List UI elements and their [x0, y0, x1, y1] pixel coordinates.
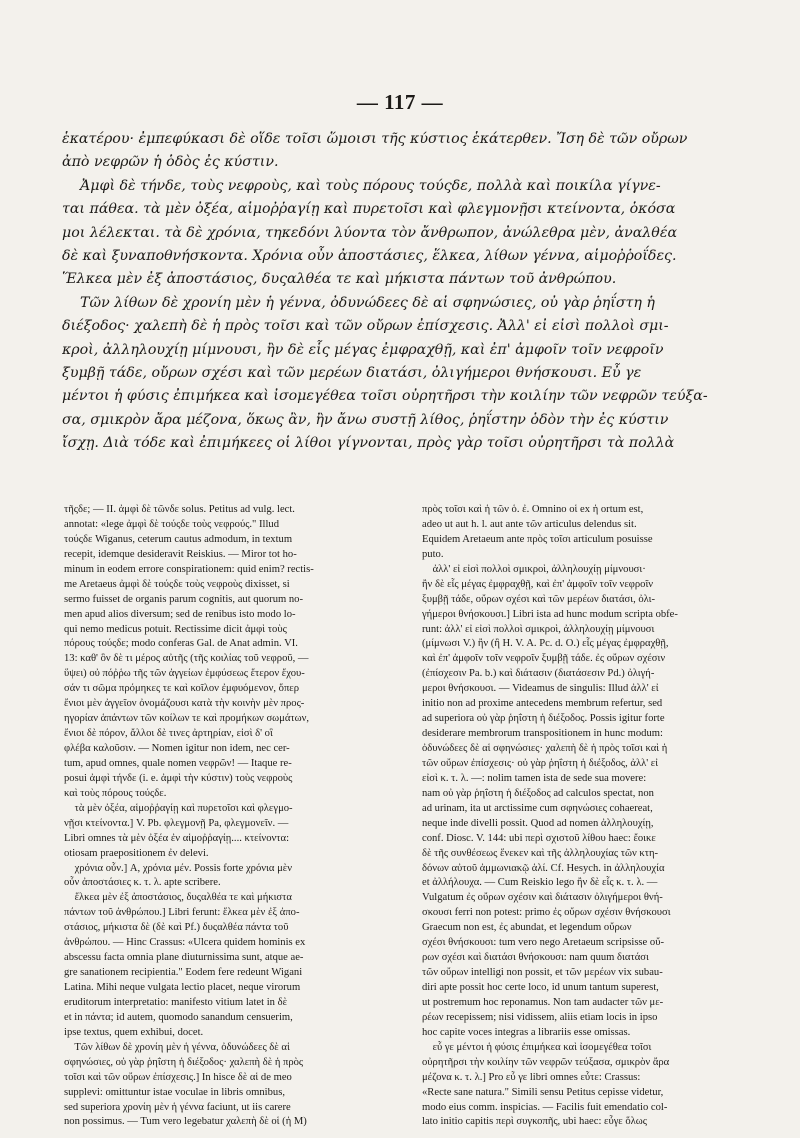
note-line: hoc capite voces integras a librariis esse omissas.	[422, 1026, 631, 1038]
note-line: runt: ἀλλ' εἰ εἰσὶ πολλοὶ σμικροὶ, ἀλληλουχίῃ μίμνουσι	[422, 623, 655, 635]
note-line: φλέβα καλοῦσιν. — Nomen igitur non idem, nec cer-	[64, 743, 290, 754]
main-text-line: ἑκατέρου· ἐμπεφύκασι δὲ οἵδε τοῖσι ὥμοισι τῆς κύστιος ἑκάτερθεν. Ἴση δὲ τῶν οὔρων	[62, 131, 688, 147]
note-line: πόρους τούςδε; modo conferas Gal. de Anat admin. VI.	[64, 638, 298, 650]
main-text-line: μέντοι ἡ φύσις ἐπιμήκεα καὶ ἰσομεγέθεα τοῖσι οὐρητῆρσι τὴν κοιλίην τῶν νεφρῶν τεύξα-	[62, 388, 708, 405]
note-line: ὀδυνώδεες δὲ αἱ σφηνώσιες· χαλεπὴ δὲ ἡ πρὸς τοῖσι καὶ ἡ	[422, 743, 668, 754]
note-line: Graecum non est, ἐς abundat, et legendum οὔρων	[422, 922, 632, 934]
note-line: lato initio capitis περὶ συγκοπῆς, ubi haec: εὖγε ὅλως	[422, 1116, 647, 1128]
note-line: σάν τι σῶμα πρόμηκες τε καὶ κοῖλον ἐμφυόμενον, ὅπερ	[64, 683, 300, 695]
main-text-line: δὲ καὶ ξυναποθνήσκοντα. Χρόνια οὖν ἀποστάσιες, ἕλκεα, λίθων γέννα, αἱμοῤῥοΐδες.	[62, 247, 677, 264]
note-line: τοῖσι καὶ τῶν οὔρων ἐπίσχεσις.] In hisce δὲ αἱ de meo	[64, 1071, 292, 1083]
note-line: (μίμνωσι V.) ἢν (ἢ H. V. A. Pc. d. O.) εἷς μέγας ἐμφραχθῇ,	[422, 638, 669, 650]
note-line: Vulgatum ἐς οὔρων σχέσιν καὶ διάτασιν ὀλιγήμεροι θνή-	[422, 892, 663, 904]
note-line: στάσιος, μήκιστα δὲ (δὲ καὶ Pf.) δυςαλθέα πάντα τοῦ	[64, 922, 289, 934]
note-line: ad urinam, ita ut arctissime cum σφηνώσιες cohaereat,	[422, 802, 653, 814]
note-line: πάντων τοῦ ἀνθρώπου.] Libri ferunt: ἕλκεα μὲν ἐξ ἀπο-	[64, 907, 300, 919]
note-line: otiosam praepositionem ἐν delevi.	[64, 847, 209, 859]
note-line: sermo fuisset de organis parum cognitis, aut quorum no-	[64, 593, 304, 605]
note-line: ρέων recepissem; nisi vidissem, aliis etiam locis in ipso	[422, 1011, 658, 1023]
note-line: νῇσι κτείνοντα.] V. Pb. φλεγμονῇ Pa, φλεγμονεῖν. —	[64, 817, 289, 829]
note-line: ηγορίαν ἁπάντων τῶν κοίλων τε καὶ προμήκων σωμάτων,	[64, 713, 310, 725]
note-line: recepit, idemque desideravit Reiskius. — Miror tot ho-	[64, 548, 297, 560]
note-line: καὶ τοὺς πόρους τούςδε.	[64, 787, 167, 799]
note-line: me Aretaeus ἀμφὶ δὲ τούςδε τοὺς νεφροὺς dixisset, si	[64, 578, 290, 590]
note-line: οὖν ἀποστάσιες κ. τ. λ. apte scribere.	[64, 877, 221, 889]
main-text-line: ἴσχῃ. Διὰ τόδε καὶ ἐπιμήκεες οἱ λίθοι γίγνονται, πρὸς γὰρ τοῖσι οὐρητῆρσι τὰ πολλὰ	[62, 435, 675, 452]
note-line: σχέσι θνήσκουσι: tum vero nego Aretaeum scripsisse οὔ-	[422, 937, 664, 949]
note-line: ipse textus, quem exhibui, docet.	[64, 1026, 204, 1038]
note-line: τῶν οὔρων ἐπίσχεσις· οὐ γὰρ ῥηΐστη ἡ διέξοδος, ἀλλ' εἰ	[422, 757, 659, 769]
note-line: diri apte possit hoc certe loco, id unum tantum superest,	[422, 982, 659, 993]
note-line: γήμεροι θνήσκουσι.] Libri ista ad hunc modum scripta obfe-	[422, 608, 678, 620]
note-line: et in πάντα; id autem, quomodo sanandum censuerim,	[64, 1011, 293, 1023]
note-line: adeo ut aut h. l. aut ante τῶν articulus delendus sit.	[422, 518, 637, 530]
note-line: μεροι θνήσκουσι. — Videamus de singulis: Illud ἀλλ' εἰ	[422, 683, 659, 695]
note-line: ὕψει) οὐ πόῤῥω τῆς τῶν ἀγγείων ἐμφύσεως ἕτερον ἔχου-	[64, 668, 305, 680]
note-line: 13: καθ' ὃν δὲ τι μέρος αὐτῆς (τῆς κοιλίας τοῦ νεφροῦ, —	[64, 653, 309, 665]
note-line: modo eius comm. inspicias. — Facilis fuit emendatio col-	[422, 1101, 668, 1113]
note-line: ἀνθρώπου. — Hinc Crassus: «Ulcera quidem hominis ex	[64, 937, 306, 949]
page-number: — 117 —	[356, 90, 444, 114]
note-line: men apud alios diversum; sed de renibus isto modo lo-	[64, 608, 296, 620]
note-line: ἕλκεα μὲν ἐξ ἀποστάσιος, δυςαλθέα τε καὶ μήκιστα	[64, 892, 292, 904]
main-greek-text	[62, 128, 754, 455]
note-line: gre sanationem recipientia." Eodem fere redeunt Wigani	[64, 967, 303, 979]
main-text-line: μοι λέλεκται. τὰ δὲ χρόνια, τηκεδόνι λύοντα τὸν ἄνθρωπον, ἀνώλεθρα μὲν, ἀναλθέα	[62, 224, 678, 241]
notes-left-column	[64, 503, 400, 1130]
note-line: πρὸς τοῖσι καὶ ἡ τῶν ὁ. ἐ. Omnino οἱ ex ἡ ortum est,	[422, 504, 644, 515]
note-line: (ἐπίσχεσιν Pa. b.) καὶ διάτασιν (διατάσεσιν Pd.) ὀλιγή-	[422, 668, 655, 680]
note-line: ρων σχέσι καὶ διατάσι θνήσκουσι: nam quum διατάσι	[422, 952, 649, 964]
note-line: sed superiora χρονίη μὲν ἡ γέννα faciunt, ut iis carere	[64, 1101, 291, 1113]
note-line: τούςδε Wiganus, ceterum cautus admodum, in textum	[64, 533, 293, 545]
note-line: Equidem Aretaeum ante πρὸς τοῖσι articulum posuisse	[422, 533, 653, 545]
note-line: et ἀλλήλουχα. — Cum Reiskio lego ἢν δὲ εἷς κ. τ. λ. —	[422, 877, 658, 889]
note-line: μέζονα κ. τ. λ.] Pro εὖ γε libri omnes εὖτε: Crassus:	[422, 1071, 641, 1083]
note-line: annotat: «lege ἀμφὶ δὲ τούςδε τοὺς νεφρούς." Illud	[64, 518, 280, 530]
note-line: τῶν οὔρων intelligi non possit, et τῶν μερέων vix subau-	[422, 967, 663, 979]
note-line: ut postremum hoc reponamus. Non tam audacter τῶν με-	[422, 996, 664, 1008]
main-text-line: σα, σμικρὸν ἄρα μέζονα, ὅκως ἂν, ἢν ἄνω συστῇ λίθος, ῥηΐστην ὁδὸν τὴν ἐς κύστιν	[62, 411, 669, 428]
note-line: δὲ τῆς συνθέσεως ἕνεκεν καὶ τῆς ἀλληλουχίας τῶν κτη-	[422, 847, 659, 859]
note-line: ξυμβῇ τάδε, οὔρων σχέσι καὶ τῶν μερέων διατάσι, ὀλι-	[422, 593, 656, 605]
note-line: σφηνώσιες, οὐ γὰρ ῥηΐστη ἡ διέξοδος· χαλεπὴ δὲ ἡ πρὸς	[64, 1056, 304, 1068]
note-line: neque inde divelli possit. Quod ad nomen ἀλληλουχίῃ,	[422, 817, 654, 829]
note-line: supplevi: omittuntur istae voculae in libris omnibus,	[64, 1086, 285, 1098]
note-line: qui nemo medicus potuit. Rectissime dicit ἀμφὶ τοὺς	[64, 623, 287, 635]
note-line: nam οὐ γὰρ ῥηΐστη ἡ διέξοδος ad calculos spectat, non	[422, 787, 654, 799]
note-line: ἔνιοι δὲ πόρον, ἄλλοι δὲ τινες ἀρτηρίαν, εἰσὶ δ' οἳ	[64, 728, 273, 740]
note-line: Τῶν λίθων δὲ χρονίη μὲν ἡ γέννα, ὀδυνώδεες δὲ αἱ	[64, 1041, 290, 1053]
note-line: puto.	[422, 548, 444, 560]
note-line: ἀλλ' εἰ εἰσὶ πολλοὶ σμικροὶ, ἀλληλουχίῃ μίμνουσι·	[422, 563, 646, 575]
main-text-line: Τῶν λίθων δὲ χρονίη μὲν ἡ γέννα, ὀδυνώδεες δὲ αἱ σφηνώσιες, οὐ γὰρ ῥηΐστη ἡ	[62, 294, 655, 311]
main-text-line: ται πάθεα. τὰ μὲν ὀξέα, αἱμοῤῥαγίῃ καὶ πυρετοῖσι καὶ φλεγμονῇσι κτείνοντα, ὁκόσα	[62, 201, 676, 218]
note-line: tum, apud omnes, quale nomen νεφρῶν! — Itaque re-	[64, 757, 292, 769]
notes-right-column	[422, 503, 758, 1130]
note-line: οὐρητῆρσι τὴν κοιλίην τῶν νεφρῶν τεύξασα, σμικρὸν ἄρα	[422, 1056, 670, 1068]
note-line: ad superiora οὐ γὰρ ῥηΐστη ἡ διέξοδος. Possis igitur forte	[422, 713, 665, 725]
note-line: eruditorum interpretatio: manifesto vitium latet in δὲ	[64, 996, 288, 1008]
note-line: τῆςδε; — II. ἀμφὶ δὲ τῶνδε solus. Petitus ad vulg. lect.	[64, 504, 295, 515]
note-line: non possimus. — Tum vero legebatur χαλεπὴ δὲ οἱ (ἡ M)	[64, 1116, 307, 1128]
note-line: Libri omnes τὰ μὲν ὀξέα ἐν αἱμοῤῥαγίῃ.... κτείνοντα:	[64, 832, 290, 844]
main-text-line: ἀπὸ νεφρῶν ἡ ὁδὸς ἐς κύστιν.	[62, 154, 279, 171]
note-line: «Recte sane natura." Simili sensu Petitus cepisse videtur,	[422, 1086, 664, 1098]
note-line: τὰ μὲν ὀξέα, αἱμοῤῥαγίῃ καὶ πυρετοῖσι καὶ φλεγμο-	[64, 802, 293, 814]
main-text-line: Ἀμφὶ δὲ τήνδε, τοὺς νεφροὺς, καὶ τοὺς πόρους τούςδε, πολλὰ καὶ ποικίλα γίγνε-	[62, 177, 661, 194]
main-text-line: Ἕλκεα μὲν ἐξ ἀποστάσιος, δυςαλθέα τε καὶ μήκιστα πάντων τοῦ ἀνθρώπου.	[62, 271, 617, 288]
note-line: καὶ ἐπ' ἀμφοῖν τοῖν νεφροῖν ξυμβῇ τάδε. ἐς οὔρων σχέσιν	[422, 653, 666, 665]
note-line: σκουσι ferri non potest: primo ἐς οὔρων σχέσιν θνήσκουσι	[422, 907, 671, 919]
note-line: ἢν δὲ εἷς μέγας ἐμφραχθῇ, καὶ ἐπ' ἀμφοῖν τοῖν νεφροῖν	[422, 578, 654, 590]
note-line: minum in eodem errore conspirationem: quid enim? rectis-	[64, 563, 314, 575]
note-line: desiderare membrorum transpositionem in hunc modum:	[422, 728, 663, 740]
note-line: initio non ad proxime antecedens membrum refertur, sed	[422, 698, 663, 710]
note-line: abscessu facta omnia plane diuturnissima sunt, atque ae-	[64, 952, 304, 964]
note-line: εὖ γε μέντοι ἡ φύσις ἐπιμήκεα καὶ ἰσομεγέθεα τοῖσι	[422, 1041, 652, 1053]
main-text-line: διέξοδος· χαλεπὴ δὲ ἡ πρὸς τοῖσι καὶ τῶν οὔρων ἐπίσχεσις. Ἀλλ' εἰ εἰσὶ πολλοὶ σμι-	[62, 318, 669, 335]
note-line: Latina. Mihi neque vulgata lectio placet, neque virorum	[64, 982, 301, 993]
main-text-line: ξυμβῇ τάδε, οὔρων σχέσι καὶ τῶν μερέων διατάσι, ὀλιγήμεροι θνήσκουσι. Εὖ γε	[62, 364, 642, 381]
note-line: δόνων αὐτοῦ ἀμμωνιακῷ ἁλί. Cf. Hesych. in ἀλληλουχία	[422, 862, 665, 874]
note-line: conf. Diosc. V. 144: ubi περὶ σχιστοῦ λίθου haec: ἔοικε	[422, 832, 656, 844]
note-line: χρόνια οὖν.] A, χρόνια μέν. Possis forte χρόνια μὲν	[64, 862, 292, 874]
note-line: εἰσὶ κ. τ. λ. —: nolim tamen ista de sede sua movere:	[422, 772, 647, 784]
note-line: ἔνιοι μὲν ἀγγεῖον ὀνομάζουσι κατὰ τὴν κοινὴν μὲν προς-	[64, 698, 305, 710]
note-line: posui ἀμφὶ τήνδε (i. e. ἀμφὶ τὴν κύστιν) τοὺς νεφροὺς	[64, 772, 293, 784]
main-text-line: κροὶ, ἀλληλουχίῃ μίμνουσι, ἢν δὲ εἷς μέγας ἐμφραχθῇ, καὶ ἐπ' ἀμφοῖν τοῖν νεφροῖν	[62, 341, 664, 358]
